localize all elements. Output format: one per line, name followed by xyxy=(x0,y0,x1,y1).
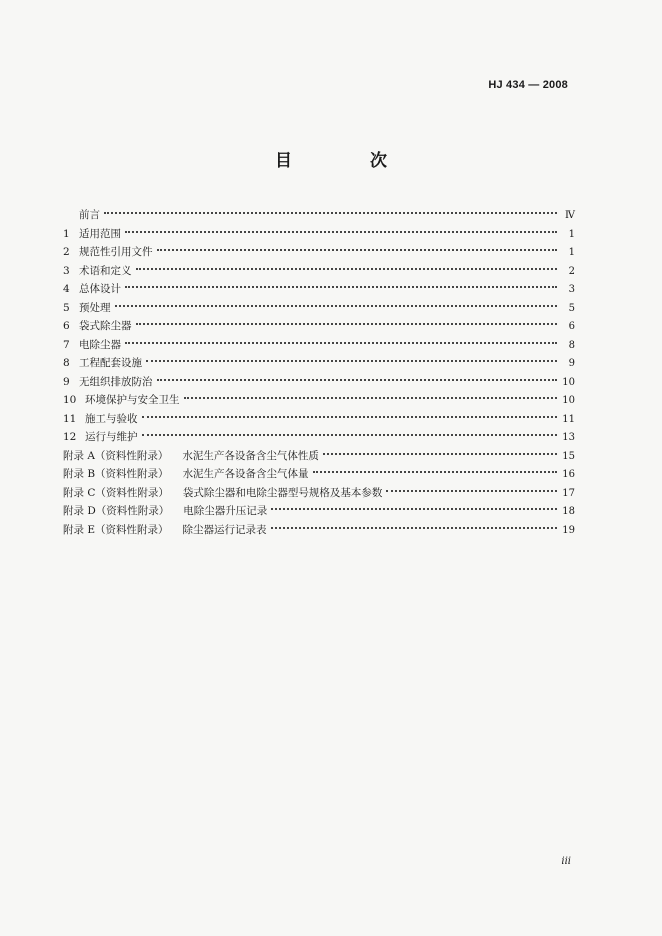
section-number: 3 xyxy=(63,264,70,277)
dot-leader xyxy=(142,424,558,436)
section-title: 运行与维护 xyxy=(85,431,138,443)
dot-leader xyxy=(136,313,558,325)
section-title: 总体设计 xyxy=(79,283,121,295)
appendix-label: 附录 C（资料性附录） xyxy=(63,486,169,499)
standard-number: HJ 434 — 2008 xyxy=(488,79,568,91)
appendix-label: 附录 B（资料性附录） xyxy=(63,468,169,480)
page-reference: 11 xyxy=(562,413,575,425)
section-title: 工程配套设施 xyxy=(79,357,142,369)
page-reference: 17 xyxy=(562,487,575,499)
page-reference: Ⅳ xyxy=(565,210,575,221)
page-reference: 6 xyxy=(568,321,575,332)
section-title: 袋式除尘器 xyxy=(79,320,132,332)
section-title: 水泥生产各设备含尘气体性质 xyxy=(182,449,319,462)
page-reference: 2 xyxy=(568,265,575,277)
section-title: 规范性引用文件 xyxy=(79,246,153,258)
section-title: 无组织排放防治 xyxy=(79,375,153,388)
page-reference: 1 xyxy=(568,228,575,240)
page-reference: 16 xyxy=(562,469,575,480)
section-title: 除尘器运行记录表 xyxy=(182,523,267,536)
page-reference: 3 xyxy=(568,284,575,295)
page-reference: 1 xyxy=(568,247,575,258)
section-number: 2 xyxy=(63,246,70,258)
page-reference: 10 xyxy=(562,376,575,388)
section-title: 术语和定义 xyxy=(79,264,132,277)
section-number: 1 xyxy=(63,227,70,240)
page-reference: 5 xyxy=(568,302,575,314)
section-title: 水泥生产各设备含尘气体量 xyxy=(182,468,309,480)
section-number: 5 xyxy=(63,301,70,314)
section-title: 袋式除尘器和电除尘器型号规格及基本参数 xyxy=(182,486,383,499)
section-title: 施工与验收 xyxy=(85,412,138,425)
section-title: 前言 xyxy=(79,209,100,221)
section-number: 11 xyxy=(63,412,77,425)
dot-leader xyxy=(125,221,557,233)
section-number: 8 xyxy=(63,357,70,369)
dot-leader xyxy=(271,517,557,529)
dot-leader xyxy=(386,480,557,492)
dot-leader xyxy=(146,350,557,362)
dot-leader xyxy=(271,498,557,510)
appendix-label: 附录 D（资料性附录） xyxy=(63,505,170,517)
section-number: 6 xyxy=(63,320,70,332)
section-number: 12 xyxy=(63,431,77,443)
appendix-label: 附录 A（资料性附录） xyxy=(63,449,169,462)
section-title: 适用范围 xyxy=(79,227,121,240)
appendix-label: 附录 E（资料性附录） xyxy=(63,523,169,536)
page-reference: 19 xyxy=(562,524,575,536)
section-number: 4 xyxy=(63,283,70,295)
section-title: 环境保护与安全卫生 xyxy=(85,394,180,406)
page-reference: 13 xyxy=(562,432,575,443)
page-reference: 9 xyxy=(568,358,575,369)
section-number: 9 xyxy=(63,375,70,388)
page-reference: 18 xyxy=(562,506,575,517)
dot-leader xyxy=(142,406,558,418)
dot-leader xyxy=(115,295,558,307)
section-title: 电除尘器 xyxy=(79,338,121,351)
dot-leader xyxy=(104,202,557,214)
page-title: 目 次 xyxy=(275,151,423,171)
dot-leader xyxy=(157,239,558,251)
appendix-entry xyxy=(63,521,575,540)
page-number: iii xyxy=(561,856,571,867)
page-reference: 10 xyxy=(562,395,575,406)
dot-leader xyxy=(184,387,558,399)
dot-leader xyxy=(136,258,558,270)
section-number: 7 xyxy=(63,338,70,351)
dot-leader xyxy=(125,276,557,288)
section-title: 电除尘器升压记录 xyxy=(183,505,268,517)
dot-leader xyxy=(157,369,558,381)
page-reference: 8 xyxy=(568,339,575,351)
table-of-contents xyxy=(63,206,575,539)
page-reference: 15 xyxy=(562,450,575,462)
dot-leader xyxy=(323,443,557,455)
dot-leader xyxy=(313,461,557,473)
dot-leader xyxy=(125,332,557,344)
section-title: 预处理 xyxy=(79,301,111,314)
section-number: 10 xyxy=(63,394,77,406)
